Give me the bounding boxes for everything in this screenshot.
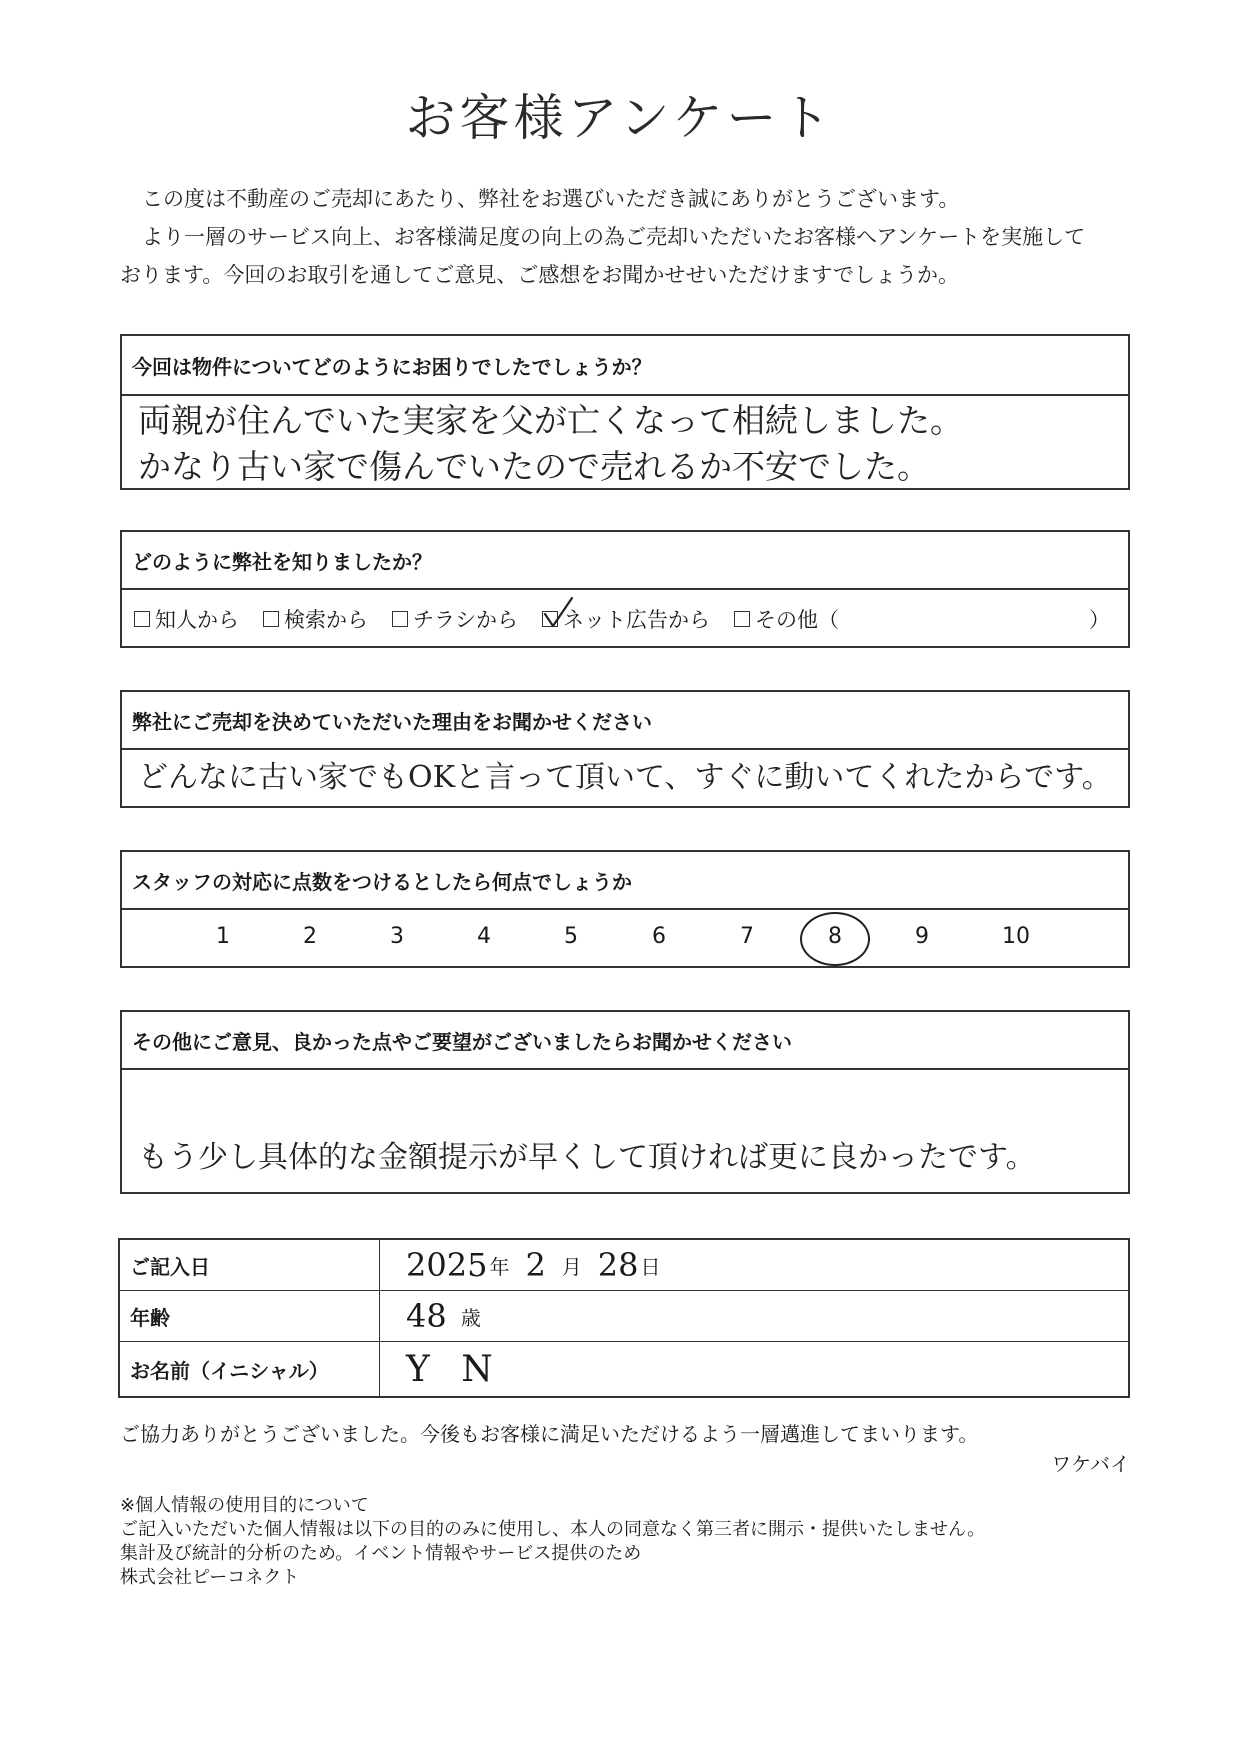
option-acquaintance-label: 知人から [155, 608, 239, 632]
question-5-box [120, 1010, 1130, 1194]
source-options [122, 590, 1128, 648]
intro-line-3: おります。今回のお取引を通してご意見、ご感想をお聞かせせいただけますでしょうか。 [120, 263, 959, 287]
name-row [120, 1342, 1128, 1396]
other-close-paren: ） [1089, 608, 1110, 632]
question-1-box [120, 334, 1130, 490]
date-month: 2 [525, 1246, 546, 1284]
day-unit: 日 [640, 1254, 661, 1279]
check-mark-icon [541, 596, 575, 628]
score-8[interactable]: 8 [828, 924, 842, 949]
year-unit: 年 [489, 1254, 510, 1279]
question-4-box [120, 850, 1130, 968]
score-2[interactable]: 2 [303, 924, 317, 949]
question-1-answer[interactable] [122, 396, 1128, 490]
date-label: ご記入日 [120, 1240, 380, 1290]
intro-line-1: この度は不動産のご売却にあたり、弊社をお選びいただき誠にありがとうございます。 [142, 187, 960, 211]
option-search-label: 検索から [284, 608, 368, 632]
score-scale [122, 910, 1128, 968]
option-flyer[interactable] [392, 604, 518, 634]
checkbox-other[interactable] [734, 611, 750, 627]
privacy-line-1: ご記入いただいた個人情報は以下の目的のみに使用し、本人の同意なく第三者に開示・提供いたしません。 [120, 1519, 986, 1540]
question-1-answer-line-2: かなり古い家で傷んでいたので売れるか不安でした。 [138, 447, 930, 486]
date-row [120, 1240, 1128, 1291]
age-number: 48 [406, 1297, 447, 1335]
privacy-line-2: 集計及び統計的分析のため。イベント情報やサービス提供のため [120, 1543, 642, 1564]
question-3-label: 弊社にご売却を決めていただいた理由をお聞かせください [122, 692, 1128, 750]
age-row [120, 1291, 1128, 1342]
intro-text [120, 180, 1130, 294]
selected-score-circle [800, 912, 870, 966]
checkbox-flyer[interactable] [392, 611, 408, 627]
question-5-label: その他にご意見、良かった点やご要望がございましたらお聞かせください [122, 1012, 1128, 1070]
privacy-heading: ※個人情報の使用目的について [120, 1495, 369, 1516]
company-signature: ワケバイ [1051, 1452, 1130, 1476]
question-2-box [120, 530, 1130, 648]
privacy-notice [120, 1494, 985, 1590]
score-6[interactable]: 6 [652, 924, 666, 949]
month-unit: 月 [561, 1254, 582, 1279]
score-4[interactable]: 4 [477, 924, 491, 949]
privacy-company: 株式会社ピーコネクト [120, 1567, 300, 1588]
question-3-answer[interactable]: どんなに古い家でもOKと言って頂いて、すぐに動いてくれたからです。 [138, 760, 1112, 795]
date-year: 2025 [406, 1246, 488, 1284]
question-3-box [120, 690, 1130, 808]
option-net-ad[interactable] [542, 604, 710, 634]
question-1-answer-line-1: 両親が住んでいた実家を父が亡くなって相続しました。 [138, 401, 963, 440]
name-initials: Y N [406, 1348, 503, 1390]
option-other[interactable] [734, 604, 839, 634]
score-7[interactable]: 7 [740, 924, 754, 949]
score-1[interactable]: 1 [216, 924, 230, 949]
thanks-message: ご協力ありがとうございました。今後もお客様に満足いただけるよう一層邁進してまいります。 [120, 1422, 979, 1446]
age-value[interactable] [380, 1291, 1128, 1341]
date-day: 28 [597, 1246, 639, 1284]
respondent-info-table [118, 1238, 1130, 1398]
intro-line-2: より一層のサービス向上、お客様満足度の向上の為ご売却いただいたお客様へアンケートを実施して [142, 225, 1086, 249]
age-unit: 歳 [460, 1305, 481, 1330]
question-4-label: スタッフの対応に点数をつけるとしたら何点でしょうか [122, 852, 1128, 910]
checkbox-acquaintance[interactable] [134, 611, 150, 627]
question-5-answer[interactable]: もう少し具体的な金額提示が早くして頂ければ更に良かったです。 [138, 1140, 1036, 1175]
score-5[interactable]: 5 [564, 924, 578, 949]
question-1-label: 今回は物件についてどのようにお困りでしたでしょうか？ [122, 336, 1128, 396]
date-value[interactable] [380, 1240, 1128, 1290]
age-label: 年齢 [120, 1291, 380, 1341]
option-flyer-label: チラシから [413, 608, 518, 632]
name-value[interactable] [380, 1342, 1128, 1396]
option-net-ad-label: ネット広告から [563, 608, 710, 632]
option-other-label: その他（ [755, 608, 839, 632]
option-search[interactable] [263, 604, 368, 634]
checkbox-search[interactable] [263, 611, 279, 627]
page-title: お客様アンケート [405, 89, 835, 147]
name-label: お名前（イニシャル） [120, 1342, 380, 1396]
question-2-label: どのように弊社を知りましたか？ [122, 532, 1128, 590]
checkbox-net-ad[interactable] [542, 611, 558, 627]
score-3[interactable]: 3 [390, 924, 404, 949]
score-10[interactable]: 10 [1002, 924, 1030, 949]
score-9[interactable]: 9 [915, 924, 929, 949]
option-acquaintance[interactable] [134, 604, 239, 634]
